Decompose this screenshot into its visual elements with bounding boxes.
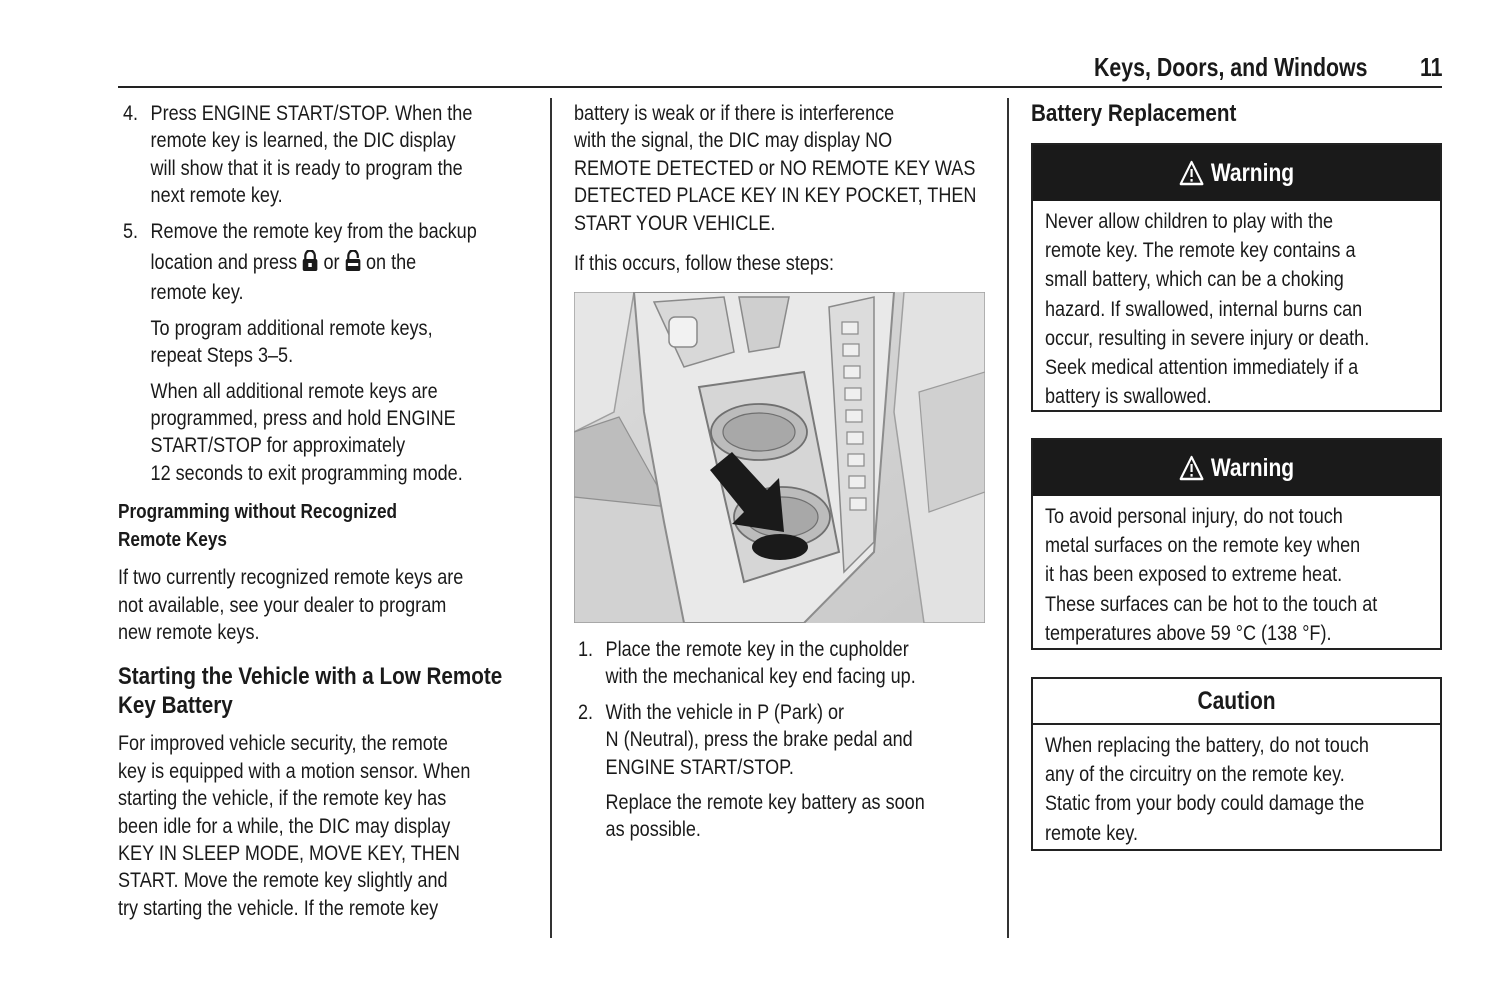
step-2: 2. With the vehicle in P (Park) or N (Neutral), press the brake pedal and ENGINE START/STOP. Replace the remote key battery as soon as possible. bbox=[578, 699, 935, 844]
warning-triangle-icon bbox=[1179, 455, 1204, 481]
caution-label: Caution bbox=[1197, 686, 1276, 715]
step-4 bbox=[123, 100, 480, 210]
warning-label: Warning bbox=[1210, 158, 1295, 187]
column-divider-2 bbox=[1007, 98, 1009, 938]
warning-box-1 bbox=[1031, 143, 1442, 412]
paragraph-programming: If two currently recognized remote keys are not available, see your dealer to program new remote keys. bbox=[118, 566, 464, 644]
heading-programming-without-keys: Programming without Recognized Remote Keys bbox=[118, 501, 398, 551]
heading-starting-low-battery: Starting the Vehicle with a Low Remote Key Battery bbox=[118, 663, 503, 720]
column-1 bbox=[118, 100, 538, 922]
caution-header bbox=[1033, 679, 1440, 725]
step-number: 4. bbox=[123, 102, 139, 125]
step-number: 5. bbox=[123, 219, 139, 243]
step-1: 1. Place the remote key in the cupholder with the mechanical key end facing up. bbox=[578, 638, 916, 689]
page-header bbox=[118, 48, 1442, 88]
text-line: will show that it is ready to program the bbox=[150, 156, 463, 180]
warning-triangle-icon bbox=[1179, 160, 1204, 186]
column-3 bbox=[1031, 100, 1441, 127]
text-line: remote key. bbox=[150, 281, 244, 305]
cupholder-arrow-illustration bbox=[574, 292, 985, 623]
paragraph-if-occurs: If this occurs, follow these steps: bbox=[574, 252, 834, 276]
sub-paragraph-2: When all additional remote keys are programmed, press and hold ENGINE START/STOP for approximately 12 seconds to exit programming mode. bbox=[150, 379, 463, 485]
warning-box-2 bbox=[1031, 438, 1442, 650]
text-line: remote key is learned, the DIC display bbox=[150, 129, 456, 153]
column-divider-1 bbox=[550, 98, 552, 938]
column-2-steps bbox=[578, 636, 993, 844]
column-2 bbox=[574, 100, 989, 277]
paragraph-starting: For improved vehicle security, the remote key is equipped with a motion sensor. When starting the vehicle, if the remote key has been idle for a while, the DIC may display KEY IN SLEEP MODE, MOVE KEY, THEN START. Move the remote key slightly and try starting the vehicle. If the remote key bbox=[118, 732, 471, 920]
warning-text: To avoid personal injury, do not touch metal surfaces on the remote key when it has been exposed to extreme heat. These surfaces can be hot to the touch at temperatures above 59 °C (138 °F). bbox=[1045, 505, 1378, 645]
warning-header bbox=[1033, 145, 1440, 201]
text-line: location and press or on the bbox=[151, 249, 480, 279]
lock-icon bbox=[302, 250, 318, 279]
text-line: next remote key. bbox=[150, 184, 283, 208]
caution-box bbox=[1031, 677, 1442, 851]
step-5 bbox=[123, 218, 480, 488]
chapter-title: Keys, Doors, and Windows bbox=[1093, 52, 1367, 82]
sub-paragraph: Replace the remote key battery as soon as possible. bbox=[605, 791, 925, 842]
text-line: Press ENGINE START/STOP. When the bbox=[150, 102, 473, 125]
caution-text: When replacing the battery, do not touch any of the circuitry on the remote key. Static from your body could damage the remote key. bbox=[1045, 734, 1369, 845]
warning-header bbox=[1033, 440, 1440, 496]
page-number: 11 bbox=[1419, 52, 1442, 82]
warning-label: Warning bbox=[1210, 453, 1295, 482]
paragraph-continued: battery is weak or if there is interference with the signal, the DIC may display NO REMOTE DETECTED or NO REMOTE KEY WAS DETECTED PLACE KEY IN KEY POCKET, THEN START YOUR VEHICLE. bbox=[574, 102, 977, 235]
heading-battery-replacement: Battery Replacement bbox=[1031, 100, 1237, 127]
sub-paragraph-1: To program additional remote keys, repeat Steps 3–5. bbox=[150, 316, 433, 368]
unlock-icon bbox=[345, 250, 361, 279]
text-line: Remove the remote key from the backup bbox=[150, 219, 477, 243]
warning-text: Never allow children to play with the remote key. The remote key contains a small battery, which can be a choking hazard. If swallowed, internal burns can occur, resulting in severe injury or death. Seek medical attention immediately if a battery is swallowed. bbox=[1045, 210, 1370, 409]
